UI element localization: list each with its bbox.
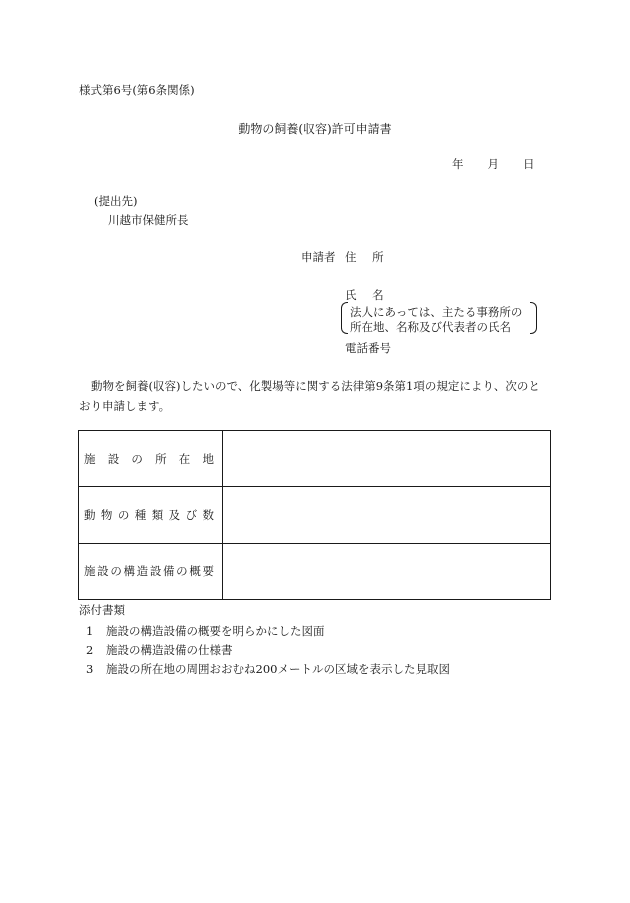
application-table	[78, 430, 551, 600]
date-day-label: 日	[523, 157, 535, 171]
table-row	[79, 487, 551, 543]
animal-type-count-field[interactable]	[223, 487, 551, 543]
recipient-label: (提出先)	[94, 194, 138, 208]
table-row	[79, 543, 551, 599]
facility-location-label: 施設の所在地	[84, 451, 214, 466]
date-line	[452, 156, 535, 172]
animal-type-count-label: 動物の種類及び数	[84, 507, 214, 522]
table-label-cell	[79, 487, 223, 543]
bracket-right	[530, 302, 537, 334]
list-item	[86, 642, 233, 658]
table-label-cell	[79, 431, 223, 487]
bracket-left	[341, 302, 348, 334]
attachment-text: 施設の構造設備の概要を明らかにした図面	[106, 624, 325, 638]
table-row	[79, 431, 551, 487]
applicant-label: 申請者	[301, 250, 336, 264]
form-number: 様式第6号(第6条関係)	[79, 83, 195, 97]
body-text: 動物を飼養(収容)したいので、化製場等に関する法律第9条第1項の規定により、次のとおり申請します。	[79, 379, 540, 413]
address-label: 住 所	[345, 250, 390, 264]
corporate-note-line1: 法人にあっては、主たる事務所の	[350, 305, 523, 319]
date-year-label: 年	[452, 157, 464, 171]
facility-location-field[interactable]	[223, 431, 551, 487]
recipient-name: 川越市保健所長	[108, 213, 189, 227]
table-label-cell	[79, 543, 223, 599]
facility-structure-label: 施設の構造設備の概要	[84, 564, 214, 579]
attachment-text: 施設の所在地の周囲おおむね200メートルの区域を表示した見取図	[106, 662, 450, 676]
list-item	[86, 623, 325, 639]
date-month-label: 月	[487, 157, 499, 171]
facility-structure-field[interactable]	[223, 543, 551, 599]
corporate-note	[341, 302, 537, 334]
attachments-title: 添付書類	[79, 603, 125, 617]
attachment-number: 2	[86, 643, 94, 657]
attachment-text: 施設の構造設備の仕様書	[106, 643, 233, 657]
attachment-number: 3	[86, 662, 94, 676]
attachment-number: 1	[86, 624, 94, 638]
corporate-note-line2: 所在地、名称及び代表者の氏名	[350, 320, 511, 334]
list-item	[86, 661, 450, 677]
name-label: 氏 名	[345, 288, 390, 302]
document-title: 動物の飼養(収容)許可申請書	[238, 122, 392, 136]
phone-label: 電話番号	[345, 341, 391, 355]
